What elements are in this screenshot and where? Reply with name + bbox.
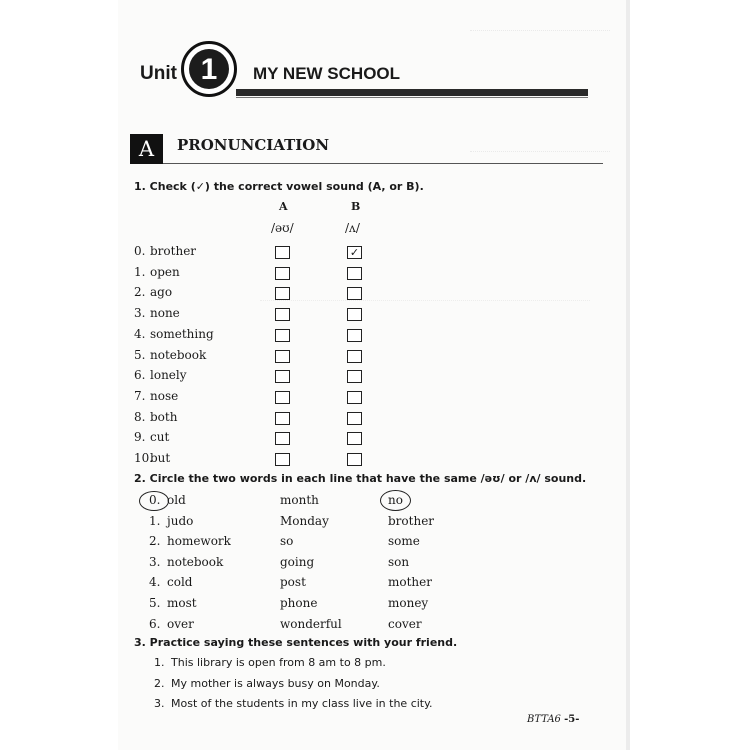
item-number: 1. <box>134 264 146 279</box>
sound-b-label: /ʌ/ <box>345 221 360 235</box>
item-number: 4. <box>134 326 146 341</box>
word[interactable]: going <box>280 554 315 569</box>
sound-a-label: /əʊ/ <box>271 221 294 235</box>
word[interactable]: so <box>280 534 294 549</box>
word[interactable]: Monday <box>280 513 329 528</box>
checkbox-b[interactable] <box>347 391 362 404</box>
item-number: 4. <box>149 575 161 590</box>
header-rule-thin <box>236 97 588 98</box>
checkbox-a[interactable] <box>275 267 290 280</box>
page-number: -5- <box>564 714 580 725</box>
q1-row <box>134 327 214 341</box>
q3-instruction: 3. Practice saying these sentences with your friend. <box>134 636 458 649</box>
item-number: 0. <box>134 244 146 258</box>
item-number: 3. <box>149 554 161 569</box>
item-word: something <box>150 326 214 341</box>
word[interactable]: some <box>388 534 420 549</box>
checkbox-a[interactable] <box>275 370 290 383</box>
word[interactable]: money <box>388 596 429 610</box>
unit-word: Unit <box>140 63 177 84</box>
column-a-label: A <box>279 200 288 213</box>
item-number: 2. <box>149 534 161 549</box>
item-number: 3. <box>154 697 165 710</box>
q1-row <box>134 285 172 299</box>
checkbox-b[interactable] <box>347 350 362 363</box>
word[interactable]: homework <box>167 534 231 549</box>
item-word: nose <box>150 388 179 403</box>
item-number: 9. <box>134 430 146 445</box>
unit-number: 1 <box>200 53 218 86</box>
unit-title: MY NEW SCHOOL <box>253 64 401 83</box>
item-word: open <box>150 264 180 279</box>
item-number: 7. <box>134 388 146 403</box>
checkbox-a[interactable] <box>275 432 290 445</box>
checkbox-b[interactable] <box>347 432 362 445</box>
section-letter-box: A <box>130 134 163 164</box>
q1-row <box>134 368 187 382</box>
header-rule <box>236 89 588 96</box>
word[interactable]: post <box>280 575 306 590</box>
checkbox-a[interactable] <box>275 329 290 342</box>
q2-word-col1 <box>149 555 223 569</box>
item-word: both <box>150 409 178 424</box>
answer-circle <box>380 490 411 511</box>
word[interactable]: brother <box>388 513 435 528</box>
checkbox-b[interactable] <box>347 308 362 321</box>
q2-word-col1 <box>149 596 197 610</box>
q2-instruction: 2. Circle the two words in each line that have the same /əʊ/ or /ʌ/ sound. <box>134 472 587 485</box>
checkbox-a[interactable] <box>275 412 290 425</box>
word[interactable]: old <box>167 493 186 507</box>
checkbox-b[interactable] <box>347 267 362 280</box>
item-word: brother <box>150 244 197 258</box>
item-number: 1. <box>149 513 161 528</box>
column-b-label: B <box>351 200 361 213</box>
item-number: 6. <box>134 368 146 383</box>
q1-row <box>134 410 177 424</box>
word[interactable]: cold <box>167 575 193 590</box>
q2-word-col1 <box>149 575 192 589</box>
item-number: 0. <box>149 493 161 507</box>
practice-sentence <box>154 697 433 710</box>
checkbox-a[interactable] <box>275 246 290 259</box>
checkbox-b[interactable] <box>347 370 362 383</box>
q1-row <box>134 389 178 403</box>
q2-word-col1 <box>149 514 193 528</box>
word[interactable]: son <box>388 554 410 569</box>
sentence-text: My mother is always busy on Monday. <box>171 676 380 690</box>
practice-sentence <box>154 677 380 690</box>
q1-row <box>134 430 169 444</box>
checkbox-b[interactable] <box>347 412 362 425</box>
q1-row <box>134 451 170 465</box>
item-number: 2. <box>134 285 146 300</box>
item-number: 5. <box>134 347 146 362</box>
checkbox-a[interactable] <box>275 453 290 466</box>
page-footer <box>527 714 579 725</box>
item-word: notebook <box>150 347 207 362</box>
section-title: PRONUNCIATION <box>177 136 330 154</box>
checkbox-a[interactable] <box>275 350 290 363</box>
item-word: lonely <box>150 368 187 383</box>
item-word: none <box>150 306 180 321</box>
item-number: 1. <box>154 656 165 669</box>
checkbox-a[interactable] <box>275 287 290 300</box>
q1-row <box>134 265 180 279</box>
item-number: 8. <box>134 409 146 424</box>
item-word: cut <box>150 430 170 445</box>
section-rule <box>163 163 603 164</box>
practice-sentence <box>154 656 386 669</box>
word[interactable]: over <box>167 616 194 631</box>
book-code: BTTA6 <box>527 714 561 725</box>
bleed-through-texture <box>260 300 590 341</box>
q2-word-col1 <box>149 617 194 631</box>
word[interactable]: no <box>388 493 403 507</box>
sentence-text: Most of the students in my class live in the city. <box>171 697 433 710</box>
word[interactable]: most <box>167 596 197 610</box>
q1-instruction: 1. Check (✓) the correct vowel sound (A, or B). <box>134 180 424 193</box>
word[interactable]: mother <box>388 575 432 590</box>
answer-circle <box>139 491 169 511</box>
item-number: 6. <box>149 616 161 631</box>
checkbox-a[interactable] <box>275 308 290 321</box>
item-number: 2. <box>154 676 165 690</box>
word[interactable]: phone <box>280 596 318 610</box>
unit-number-badge <box>181 41 237 97</box>
q2-word-col1 <box>149 534 231 548</box>
item-word: ago <box>150 285 173 300</box>
checkbox-b[interactable]: ✓ <box>347 246 362 259</box>
q1-row <box>134 244 196 258</box>
word[interactable]: month <box>280 493 319 507</box>
item-number: 5. <box>149 596 161 610</box>
checkbox-b[interactable] <box>347 453 362 466</box>
word[interactable]: judo <box>167 513 194 528</box>
word[interactable]: notebook <box>167 554 224 569</box>
item-word: but <box>150 451 171 465</box>
checkbox-a[interactable] <box>275 391 290 404</box>
q1-row <box>134 306 180 320</box>
item-number: 3. <box>134 306 146 321</box>
item-number: 10. <box>134 451 154 465</box>
checkbox-b[interactable] <box>347 329 362 342</box>
word[interactable]: cover <box>388 616 422 631</box>
q1-row <box>134 348 206 362</box>
sentence-text: This library is open from 8 am to 8 pm. <box>171 656 386 669</box>
word[interactable]: wonderful <box>280 616 342 631</box>
checkbox-b[interactable] <box>347 287 362 300</box>
